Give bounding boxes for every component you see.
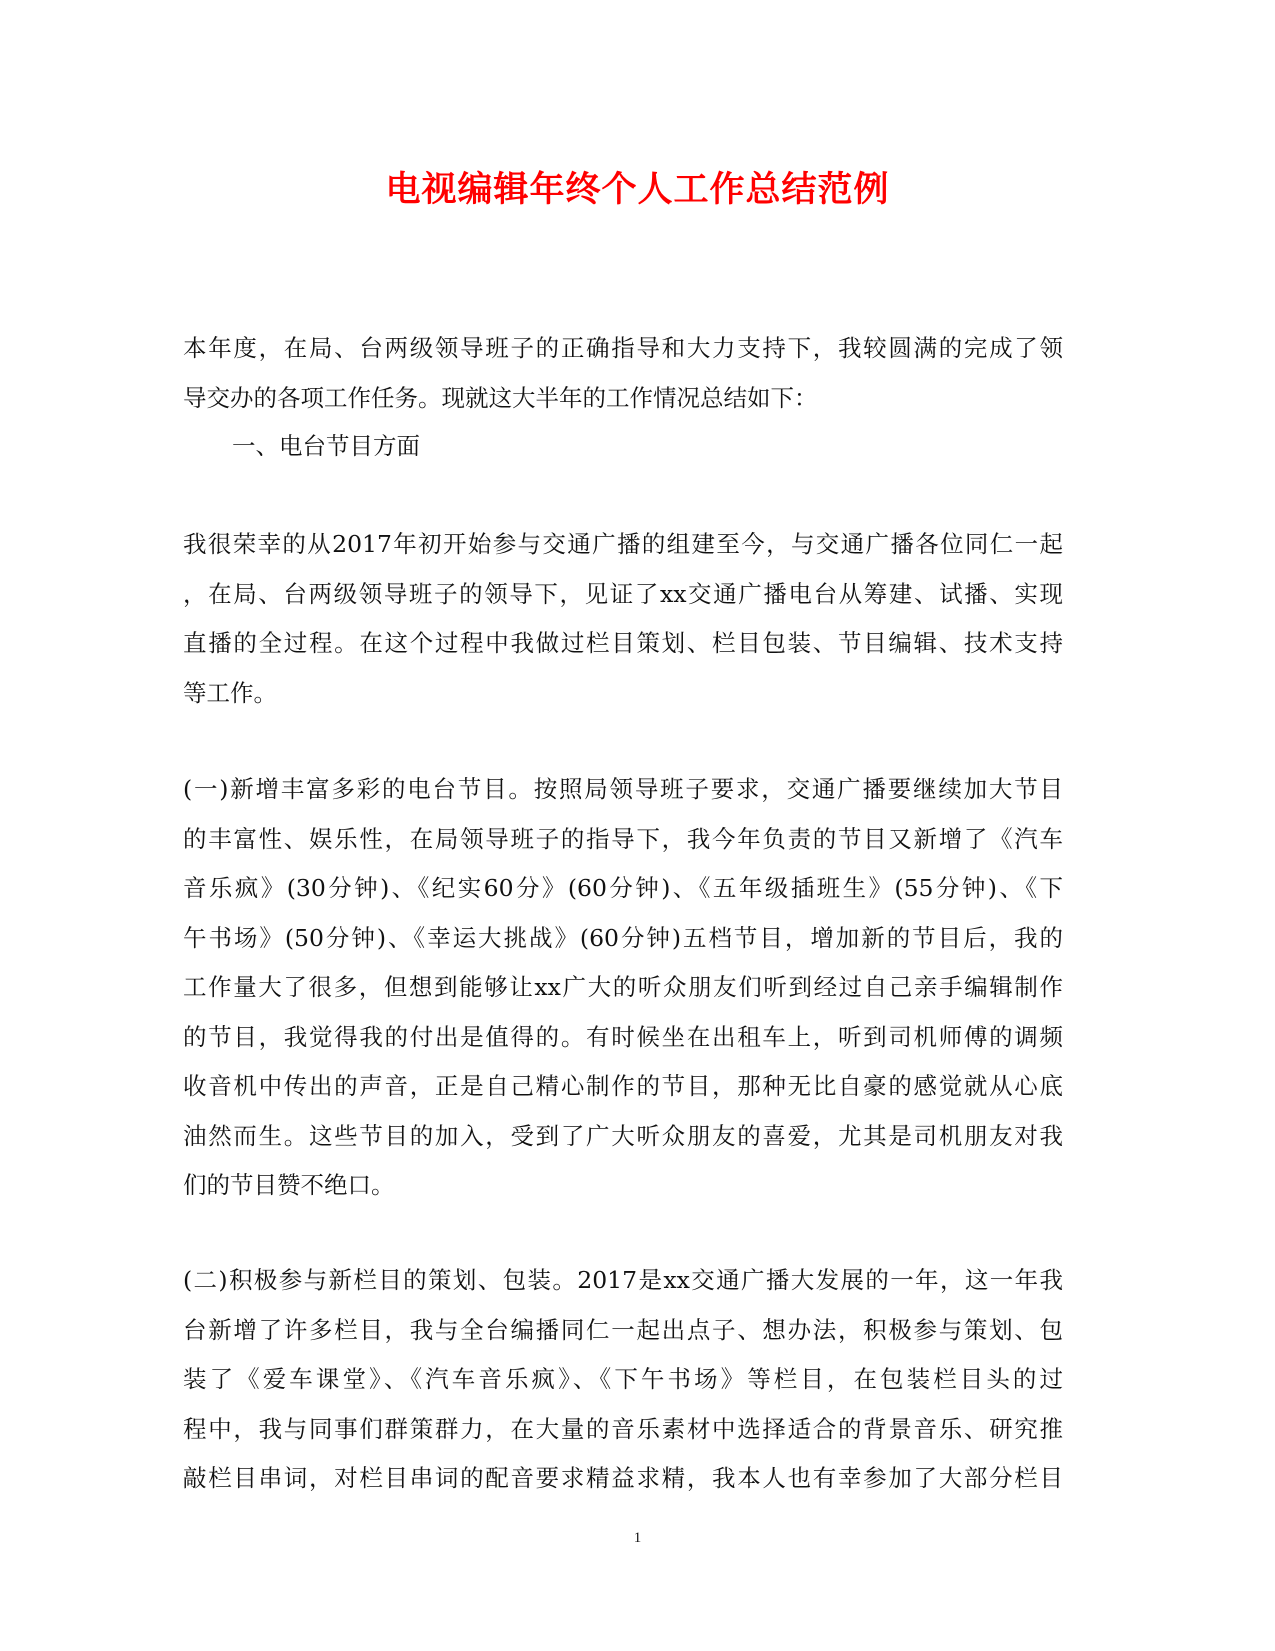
text-line: 的节目，我觉得我的付出是值得的。有时候坐在出租车上，听到司机师傅的调频 bbox=[183, 1022, 1063, 1051]
text-line: (一)新增丰富多彩的电台节目。按照局领导班子要求，交通广播要继续加大节目 bbox=[183, 775, 1063, 803]
text-line: 台新增了许多栏目，我与全台编播同仁一起出点子、想办法，积极参与策划、包 bbox=[183, 1315, 1063, 1344]
text-line: 们的节目赞不绝口。 bbox=[183, 1171, 395, 1199]
page-number: 1 bbox=[633, 1530, 642, 1546]
text-line: 我很荣幸的从2017年初开始参与交通广播的组建至今，与交通广播各位同仁一起 bbox=[183, 530, 1063, 558]
text-line: 音乐疯》(30分钟)、《纪实60分》(60分钟)、《五年级插班生》(55分钟)、《下 bbox=[183, 874, 1063, 902]
paragraph-intro bbox=[183, 324, 1063, 423]
text-line: ，在局、台两级领导班子的领导下，见证了xx交通广播电台从筹建、试播、实现 bbox=[183, 579, 1063, 608]
text-line: 的丰富性、娱乐性，在局领导班子的指导下，我今年负责的节目又新增了《汽车 bbox=[183, 824, 1063, 853]
text-line: 直播的全过程。在这个过程中我做过栏目策划、栏目包装、节目编辑、技术支持 bbox=[183, 629, 1063, 657]
paragraph-new-programs bbox=[183, 765, 1063, 1211]
text-line: 本年度，在局、台两级领导班子的正确指导和大力支持下，我较圆满的完成了领 bbox=[183, 334, 1063, 362]
text-line: 等工作。 bbox=[183, 678, 277, 707]
text-line: 导交办的各项工作任务。现就这大半年的工作情况总结如下： bbox=[183, 383, 818, 412]
paragraph-background bbox=[183, 520, 1063, 718]
document-title: 电视编辑年终个人工作总结范例 bbox=[385, 169, 890, 210]
text-line: 午书场》(50分钟)、《幸运大挑战》(60分钟)五档节目，增加新的节目后，我的 bbox=[183, 923, 1063, 952]
text-line: 程中，我与同事们群策群力，在大量的音乐素材中选择适合的背景音乐、研究推 bbox=[183, 1414, 1063, 1443]
text-line: 装了《爱车课堂》、《汽车音乐疯》、《下午书场》等栏目，在包装栏目头的过 bbox=[183, 1365, 1063, 1393]
section-heading bbox=[232, 422, 732, 472]
text-line: (二)积极参与新栏目的策划、包装。2017是xx交通广播大发展的一年，这一年我 bbox=[183, 1266, 1063, 1294]
text-line: 油然而生。这些节目的加入，受到了广大听众朋友的喜爱，尤其是司机朋友对我 bbox=[183, 1121, 1063, 1150]
text-line: 收音机中传出的声音，正是自己精心制作的节目，那种无比自豪的感觉就从心底 bbox=[183, 1072, 1063, 1100]
paragraph-new-columns bbox=[183, 1256, 1063, 1504]
section-heading-text: 一、电台节目方面 bbox=[232, 432, 420, 460]
text-line: 敲栏目串词，对栏目串词的配音要求精益求精，我本人也有幸参加了大部分栏目 bbox=[183, 1464, 1063, 1492]
text-line: 工作量大了很多，但想到能够让xx广大的听众朋友们听到经过自己亲手编辑制作 bbox=[183, 973, 1063, 1001]
